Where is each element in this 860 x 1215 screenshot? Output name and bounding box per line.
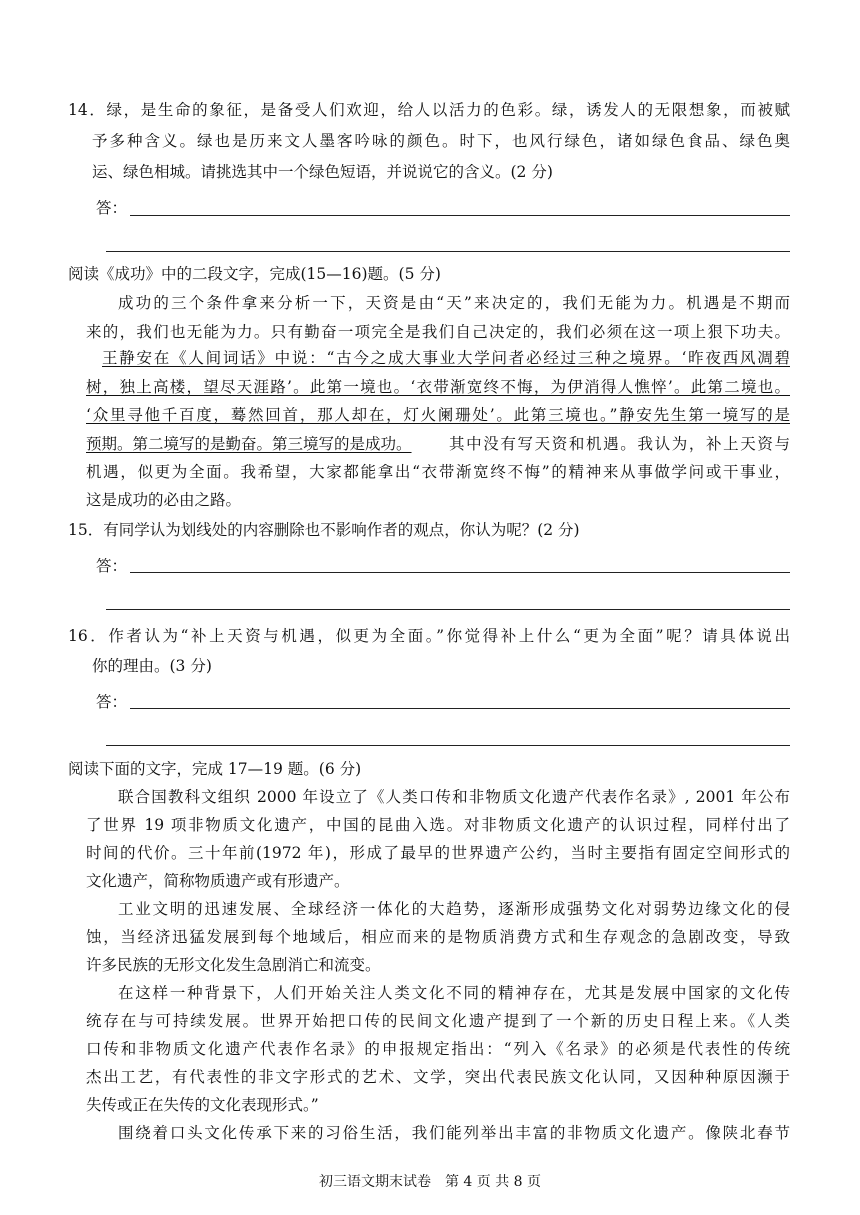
section1-line-2: 来的，我们也无能为力。只有勤奋一项完全是我们自己决定的，我们必须在这一项上狠下功夫。: [86, 323, 790, 341]
section1-line-7: 机遇，似更为全面。我希望，大家都能拿出“衣带渐宽终不悔”的精神来从事做学问或干事业，: [86, 463, 790, 481]
section2-line-1: 联合国教科文组织 2000 年设立了《人类口传和非物质文化遗产代表作名录》, 2001 年公布: [118, 788, 790, 806]
q16-answer-label: 答：: [96, 693, 128, 711]
section2-line-10: 口传和非物质文化遗产代表作名录》的申报规定指出：“列入《名录》的必须是代表性的传统: [86, 1040, 790, 1058]
q15-answer-line-1[interactable]: [130, 572, 790, 573]
q14-line-1: 14．绿，是生命的象征，是备受人们欢迎，给人以活力的色彩。绿，诱发人的无限想象，而被赋: [68, 101, 790, 119]
q16-line-1: 16．作者认为“补上天资与机遇，似更为全面。”你觉得补上什么“更为全面”呢？请具体说出: [68, 627, 790, 645]
section2-line-11: 杰出工艺，有代表性的非文字形式的艺术、文学，突出代表民族文化认同，又因种种原因濒于: [86, 1068, 790, 1086]
section2-line-6: 蚀，当经济迅猛发展到每个地域后，相应而来的是物质消费方式和生存观念的急剧改变，导致: [86, 928, 790, 946]
q14-line-3: 运、绿色相城。请挑选其中一个绿色短语，并说说它的含义。(2 分): [92, 163, 553, 181]
section1-line-4-underlined: 树，独上高楼，望尽天涯路’。此第一境也。‘衣带渐宽终不悔，为伊消得人憔悴’。此第二境也。: [86, 378, 790, 396]
q16-answer-line-1[interactable]: [130, 708, 790, 709]
section1-line-6-rest: 其中没有写天资和机遇。我认为，补上天资与: [449, 435, 790, 453]
q15-text: 15．有同学认为划线处的内容删除也不影响作者的观点，你认为呢？(2 分): [68, 521, 580, 539]
section1-line-8: 这是成功的必由之路。: [86, 491, 242, 509]
section1-line-3-underlined: 王静安在《人间词话》中说：“古今之成大事业大学问者必经过三种之境界。‘昨夜西风凋碧: [102, 349, 790, 367]
q15-answer-label: 答：: [96, 557, 128, 575]
q14-answer-label: 答：: [96, 199, 128, 217]
section2-line-2: 了世界 19 项非物质文化遗产，中国的昆曲入选。对非物质文化遗产的认识过程，同样付出了: [86, 816, 790, 834]
section2-line-5: 工业文明的迅速发展、全球经济一体化的大趋势，逐渐形成强势文化对弱势边缘文化的侵: [118, 900, 790, 918]
q14-line-2: 予多种含义。绿也是历来文人墨客吟咏的颜色。时下，也风行绿色，诸如绿色食品、绿色奥: [92, 132, 790, 150]
section2-line-8: 在这样一种背景下，人们开始关注人类文化不同的精神存在，尤其是发展中国家的文化传: [118, 984, 790, 1002]
section2-line-9: 统存在与可持续发展。世界开始把口传的民间文化遗产提到了一个新的历史日程上来。《人类: [86, 1012, 790, 1030]
section2-line-7: 许多民族的无形文化发生急剧消亡和流变。: [86, 956, 381, 974]
q14-answer-line-1[interactable]: [130, 215, 790, 216]
section2-heading: 阅读下面的文字，完成 17—19 题。(6 分): [68, 760, 362, 778]
section1-line-6-underlined: 预期。第二境写的是勤奋。第三境写的是成功。: [86, 435, 412, 453]
section1-heading: 阅读《成功》中的二段文字，完成(15—16)题。(5 分): [68, 265, 441, 283]
section2-line-13: 围绕着口头文化传承下来的习俗生活，我们能列举出丰富的非物质文化遗产。像陕北春节: [118, 1124, 790, 1142]
section2-line-12: 失传或正在失传的文化表现形式。”: [86, 1096, 319, 1114]
section2-line-3: 时间的代价。三十年前(1972 年)，形成了最早的世界遗产公约，当时主要指有固定空间形式的: [86, 844, 790, 862]
section1-line-1: 成功的三个条件拿来分析一下，天资是由“天”来决定的，我们无能为力。机遇是不期而: [118, 294, 790, 312]
q16-line-2: 你的理由。(3 分): [92, 657, 212, 675]
section2-line-4: 文化遗产，简称物质遗产或有形遗产。: [86, 872, 350, 890]
q16-answer-line-2[interactable]: [106, 745, 790, 746]
page-footer: 初三语文期末试卷 第 4 页 共 8 页: [318, 1174, 542, 1190]
q15-answer-line-2[interactable]: [106, 609, 790, 610]
section1-line-5-underlined: ‘众里寻他千百度，蓦然回首，那人却在，灯火阑珊处’。此第三境也。”静安先生第一境写的是: [86, 406, 790, 424]
q14-answer-line-2[interactable]: [106, 251, 790, 252]
